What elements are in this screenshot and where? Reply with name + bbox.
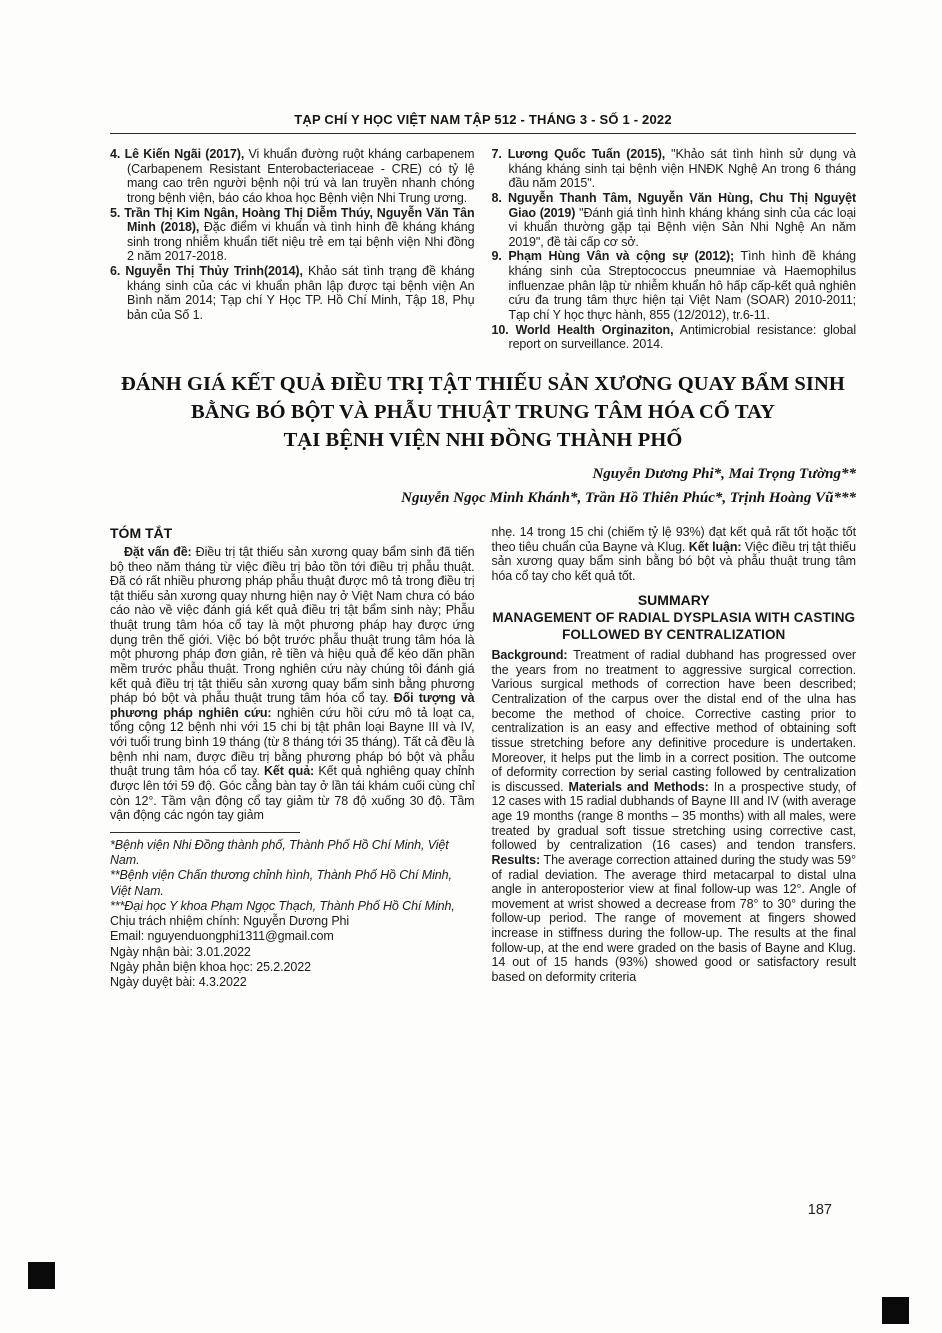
- article-title-line: ĐÁNH GIÁ KẾT QUẢ ĐIỀU TRỊ TẬT THIẾU SẢN XƯƠNG QUAY BẨM SINH: [121, 372, 845, 395]
- reference-text: Tình hình đề kháng kháng sinh của Streptococcus pneumniae và Haemophilus influenzae phân lập từ nhiễm khuẩn hô hấp cấp-kết quả nghiên cứu đa trung tâm thực hiện tại Việt Nam (SOAR) 2010-2011; Tạp chí Y học thực hành, 855 (12/2012), tr.6-11.: [508, 249, 856, 322]
- footnote-review-date: Ngày phản biện khoa học: 25.2.2022: [110, 959, 311, 974]
- reference-number: 6.: [110, 264, 121, 278]
- summary-heading: SUMMARY: [637, 592, 710, 609]
- article-title-line: TẠI BỆNH VIỆN NHI ĐỒNG THÀNH PHỐ: [283, 428, 683, 451]
- reference-text: Antimicrobial resistance: global report on surveillance. 2014.: [508, 322, 857, 352]
- reference-authors: Lương Quốc Tuấn (2015),: [507, 147, 666, 161]
- reference-number: 7.: [491, 147, 502, 161]
- references-section: [110, 147, 856, 352]
- references-column-right: [492, 147, 857, 352]
- footnote-separator: [110, 832, 300, 833]
- article-title-line: BẰNG BÓ BỘT VÀ PHẪU THUẬT TRUNG TÂM HÓA CỔ TAY: [190, 400, 776, 423]
- reference-number: 4.: [110, 147, 121, 161]
- reference-authors: World Health Orginaziton,: [515, 322, 674, 337]
- footnotes-block: [110, 838, 475, 991]
- reference-item: [492, 323, 857, 352]
- reference-number: 5.: [110, 205, 121, 220]
- reference-authors: Phạm Hùng Vân và cộng sự (2012);: [508, 249, 735, 264]
- footnote-affiliation-2: **Bệnh viện Chấn thương chỉnh hình, Thành Phố Hồ Chí Minh, Việt Nam.: [110, 868, 452, 898]
- footnote-affiliation-3: ***Đại học Y khoa Phạm Ngọc Thạch, Thành Phố Hồ Chí Minh,: [110, 898, 455, 913]
- reference-item: [492, 249, 857, 322]
- reference-item: [492, 191, 857, 250]
- reference-authors: Trần Thị Kim Ngân, Hoàng Thị Diễm Thúy, Nguyễn Văn Tân Minh (2018),: [124, 205, 475, 235]
- reference-item: [110, 147, 475, 206]
- footnote-affiliation-1: *Bệnh viện Nhi Đồng thành phố, Thành Phố Hồ Chí Minh, Việt Nam.: [110, 837, 449, 867]
- footnote-accepted-date: Ngày duyệt bài: 4.3.2022: [110, 975, 247, 989]
- footnote-received-date: Ngày nhận bài: 3.01.2022: [110, 944, 251, 959]
- header-rule: [110, 133, 856, 134]
- registration-mark-bottom-left: [28, 1262, 55, 1289]
- author-line: Nguyễn Ngọc Minh Khánh*, Trần Hồ Thiên Phúc*, Trịnh Hoàng Vũ***: [401, 489, 856, 506]
- reference-text: "Khảo sát tình hình sử dụng và kháng kháng sinh tại bệnh viện HNĐK Nghệ An trong 6 tháng đầu năm 2015".: [508, 147, 857, 191]
- body-column-right: [492, 525, 857, 990]
- abstract-paragraph: Đặt vấn đề: Điều trị tật thiếu sản xương quay bẩm sinh đã tiến bộ theo năm tháng từ việc điều trị bảo tồn tới điều trị phẫu thuật. Đã có rất nhiều phương pháp phẫu thuật được mô tả trong điều trị tật thiếu sản xương quay nhưng hiện nay ở Việt Nam chưa có báo cáo nào về việc đánh giá kết quả điều trị tật bẩm sinh này; Phẫu thuật trung tâm hóa cổ tay là một phương pháp hay được ứng dụng trên thế giới. Việc bó bột trước phẫu thuật trung tâm hóa là một phương pháp đơn giản, rẻ tiền và hiệu quả để kéo dãn phần mềm trước phẫu thuật. Trong nghiên cứu này chúng tôi đánh giá kết quả điều trị tật thiếu sản xương quay bẩm sinh bằng phương pháp bó bột và phẫu thuật trung tâm hóa cổ tay. Đối tượng và phương pháp nghiên cứu: nghiên cứu hồi cứu mô tả loạt ca, tổng cộng 12 bệnh nhi với 15 chi bị tật phân loại Bayne III và IV, với tuổi trung bình 19 tháng (từ 8 tháng tới 35 tháng). Tất cả đều là bệnh nhi nam, được điều trị bằng phương pháp bó bột và phẫu thuật trung tâm hóa cổ tay. Kết quả: Kết quả nghiêng quay chỉnh được lên tới 59 độ. Góc cẳng bàn tay ở lần tái khám cuối cùng chỉ còn 12°. Tầm vận động cổ tay giảm từ 78 độ xuống 30 độ. Tầm vận động các ngón tay giảm: [110, 544, 475, 823]
- footnote-correspondence: Chịu trách nhiệm chính: Nguyễn Dương Phi: [110, 914, 350, 928]
- article-body: [110, 525, 856, 990]
- author-line: Nguyễn Dương Phi*, Mai Trọng Tường**: [592, 466, 856, 483]
- reference-authors: Nguyễn Thị Thủy Trinh(2014),: [125, 264, 303, 278]
- page-number: 187: [807, 1202, 832, 1218]
- references-column-left: [110, 147, 475, 352]
- reference-authors: Lê Kiến Ngãi (2017),: [124, 147, 245, 161]
- registration-mark-bottom-right: [882, 1297, 909, 1324]
- reference-authors: Nguyễn Thanh Tâm, Nguyễn Văn Hùng, Chu Thị Nguyệt Giao (2019): [508, 190, 857, 220]
- abstract-continuation-paragraph: nhẹ. 14 trong 15 chi (chiếm tỷ lệ 93%) đạt kết quả rất tốt hoặc tốt theo tiêu chuẩn của Bayne và Klug. Kết luận: Việc điều trị tật thiếu sản xương quay bẩm sinh bằng bó bột và phẫu thuật trung tâm hóa cổ tay cho kết quả tốt.: [491, 524, 856, 583]
- footnote-email: Email: nguyenduongphi1311@gmail.com: [110, 929, 334, 944]
- body-column-left: [110, 525, 475, 990]
- summary-paragraph: Background: Treatment of radial dubhand has progressed over the years from no treatment to aggressive surgical correction. Various surgical methods of correction have been described; Centralization of the carpus over the distal end of the ulna has become the method of choice. Corrective casting prior to centralization is an easy and effective method of obtaining soft tissue stretching before any definitive procedure is undertaken. Moreover, it helps put the limb in a correct position. The outcome of deformity correction by serial casting followed by centralization is discussed. Materials and Methods: In a prospective study, of 12 cases with 15 radial dubhands of Bayne III and IV (with average age 19 months (range 8 months – 35 months) with all males, were treated by gradual soft tissue stretching using corrective cast, followed by centralization (16 cases) and tendon transfers. Results: The average correction attained during the study was 59° of radial deviation. The average third metacarpal to distal ulna angle in anteroposterior view at final follow-up was 12°. Angle of movement at wrist showed a decrease from 78° to 30° during the follow-up period. The range of movement at fingers showed increase in stiffness during the follow-up. The results at the final follow-up, at the end were graded on the basis of Bayne and Klug. 14 out of 15 hands (93%) showed good or satisfactory result based on deformity criteria: [491, 648, 856, 984]
- reference-text: Đặc điểm vi khuẩn và tình hình đề kháng kháng sinh trong nhiễm khuẩn tiết niệu trẻ em tại bệnh viện Nhi đồng 2 năm 2017-2018.: [127, 220, 475, 264]
- reference-number: 9.: [491, 249, 502, 264]
- reference-item: [110, 206, 475, 265]
- reference-text: Khảo sát tình trạng đề kháng kháng sinh của các vi khuẩn phân lập được tại bệnh viện An Bình năm 2014; Tạp chí Y Học TP. Hồ Chí Minh, Tập 18, Phụ bản của Số 1.: [127, 264, 475, 322]
- authors-block: [110, 463, 856, 510]
- page-content: [110, 112, 856, 990]
- reference-number: 8.: [491, 190, 502, 205]
- reference-text: Vi khuẩn đường ruột kháng carbapenem (Carbapenem Resistant Enterobacteriaceae - CRE) có tỷ lệ mang cao trên người bệnh nội trú và lan truyền nhanh chóng trong bệnh viện, báo cáo khoa học Bệnh viện Nhi Trung ương.: [127, 147, 475, 205]
- abstract-heading: TÓM TẮT: [110, 524, 173, 541]
- article-title: [110, 371, 856, 455]
- journal-header-title: TẠP CHÍ Y HỌC VIỆT NAM TẬP 512 - THÁNG 3 - SỐ 1 - 2022: [294, 112, 672, 127]
- summary-subtitle: MANAGEMENT OF RADIAL DYSPLASIA WITH CASTING FOLLOWED BY CENTRALIZATION: [492, 610, 856, 643]
- reference-item: [110, 264, 475, 323]
- reference-item: [492, 147, 857, 191]
- reference-text: "Đánh giá tình hình kháng kháng sinh của các loại vi khuẩn thường gặp tại Bệnh viện Sản Nhi Nghệ An năm 2019", đề tài cấp cơ sở.: [508, 205, 856, 249]
- reference-number: 10.: [491, 322, 509, 337]
